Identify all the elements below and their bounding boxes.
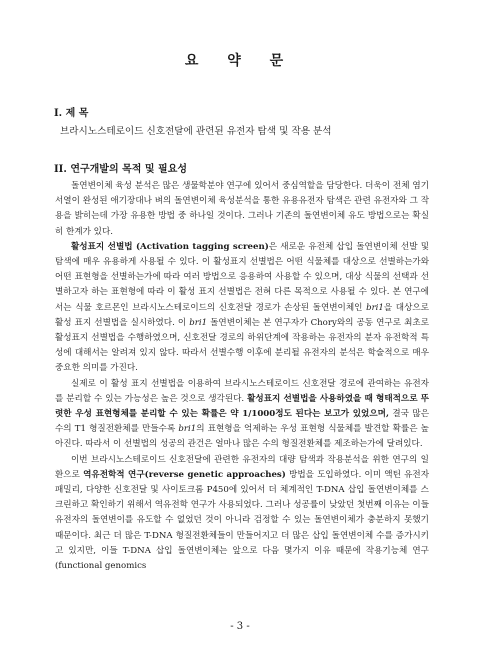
paragraph — [55, 240, 429, 377]
text-run: 은 새로운 유전체 삽입 돌연변이체 선발 및 탐색에 매우 유용하게 사용될 수 있다. 이 활성표지 선별법은 어떤 식물체를 대상으로 선별하는가와 어떤 표현형을 선별하는가에 따라 여러 방법으로 응용하여 사용할 수 있으며, 대상 식물의 선택과 선별하고자 하는 표현형에 따라 이 활성 표지 선별법은 전혀 다른 목적으로 사용될 수 있다. 본 연구에서는 식물 호르몬인 브라시노스테로이드의 신호전달 경로가 손상된 돌연변이체인 — [55, 241, 429, 313]
text-run: 의 표현형을 억제하는 우성 표현형 식물체를 발견할 확률은 높아진다. 따라서 이 선별법의 성공의 관건은 얼마나 많은 수의 형질전환체를 제조하는가에 달려있다. — [55, 424, 429, 450]
paragraph — [55, 453, 429, 575]
paragraph — [55, 377, 429, 453]
page-number: - 3 - — [230, 621, 250, 632]
text-run: 결국 많은 수의 T1 형질전환체를 만들수록 — [55, 409, 429, 435]
research-title-text: 브라시노스테로이드 신호전달에 관련된 유전자 탐색 및 작용 분석 — [60, 126, 332, 137]
text-run: 방법을 도입하였다. 이미 액틴 유전자 패밀리, 다양한 신호전달 및 사이토크롬 P450에 있어서 더 체계적인 T-DNA 삽입 돌연변이체를 스크린하고 확인하기 위해서 역유전학 연구가 사용되었다. 그러나 성공률이 낮았던 첫번째 이유는 이들 유전자의 돌연변이를 유도할 수 없었던 것이 아니라 검정할 수 있는 돌연변이체가 충분하지 못했기 때문이다. 최근 더 많은 T-DNA 형질전환체들이 만들어지고 더 많은 삽입 돌연변이체 수를 증가시키고 있지만, 이들 T-DNA 삽입 돌연변이체는 앞으로 다음 몇가지 이유 때문에 작용기능체 연구(functional genomics — [55, 469, 429, 572]
section-heading-title: I. 제 목 — [54, 108, 89, 119]
document-title: 요 약 문 — [184, 53, 296, 69]
paragraph — [55, 179, 429, 240]
bold-run: 활성표지 선별법 (Activation tagging screen) — [71, 241, 269, 252]
text-run: 을 대상으로 활성 표지 선별법을 실시하였다. 이 — [55, 302, 429, 328]
bold-run: 역유전학적 연구(reverse genetic approaches) — [83, 469, 286, 480]
body-text — [55, 179, 429, 574]
italic-run: bri1 — [178, 424, 197, 435]
italic-run: bri1 — [366, 302, 384, 313]
italic-run: bri1 — [189, 317, 208, 328]
section-heading-purpose: II. 연구개발의 목적 및 필요성 — [54, 164, 188, 175]
text-run: 돌연변이체는 본 연구자가 Chory와의 공동 연구로 최초로 활성표지 선별법을 수행하였으며, 신호전달 경로의 하위단계에 작용하는 유전자의 분자 유전학적 특성에 대해서는 알려져 있지 않다. 따라서 선별수행 이후에 분리될 유전자의 분석은 학술적으로 매우 중요한 의미를 가진다. — [55, 317, 429, 374]
text-run: 실제로 이 활성 표지 선별법을 이용하여 브라시노스테로이드 신호전달 경로에 관여하는 유전자를 분리할 수 있는 가능성은 높은 것으로 생각된다. — [55, 378, 429, 404]
text-run: 돌연변이체 육성 분석은 많은 생물학분야 연구에 있어서 중심역할을 담당한다. 더욱이 전체 염기서열이 완성된 애기장대나 벼의 돌연변이체 육성분석을 통한 유용유전자 탐색은 관련 유전자와 그 작용을 밝히는데 가장 유용한 방법 중 하나일 것이다. 그러나 기존의 돌연변이체 유도 방법으로는 확실히 한계가 있다. — [55, 181, 429, 237]
bold-run: 활성표지 선별법을 사용하였을 때 형태적으로 뚜렷한 우성 표현형체를 분리할 수 있는 확률은 약 1/1000정도 된다는 보고가 있었으며, — [55, 393, 429, 420]
text-run: 이번 브라시노스테로이드 신호전달에 관련한 유전자의 대량 탐색과 작용분석을 위한 연구의 일환으로 — [55, 454, 429, 480]
